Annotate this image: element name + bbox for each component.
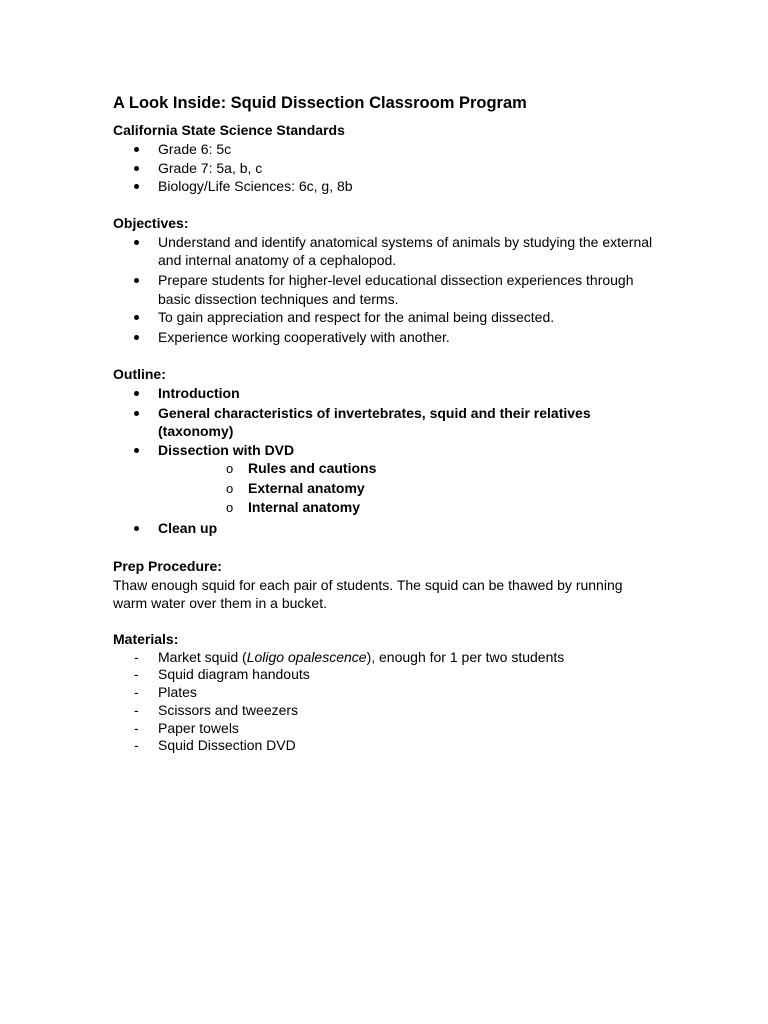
list-item-text: Experience working cooperatively with another. [158,329,450,345]
standards-list [113,140,653,196]
outline-section [113,365,653,538]
list-item-text: Prepare students for higher-level educational dissection experiences through basic dissection techniques and terms. [158,272,634,307]
bullet-icon [134,278,139,283]
list-item-text: Plates [158,684,197,701]
outline-list [113,384,653,538]
list-item [158,459,653,479]
bullet-icon [134,147,139,152]
list-item [113,702,653,720]
list-item-text: Paper towels [158,719,239,736]
dash-bullet-icon: - [134,719,139,736]
list-item-text: Clean up [158,520,218,536]
list-item-text: Grade 7: 5a, b, c [158,159,263,176]
list-item-text: General characteristics of invertebrates, squid and their relatives (taxonomy) [158,404,591,439]
bullet-icon [134,315,139,320]
circle-bullet-icon: o [226,500,234,515]
dash-bullet-icon: - [134,684,139,701]
dash-bullet-icon: - [134,648,139,665]
prep-heading: Prep Procedure: [113,557,222,574]
list-item [113,441,653,518]
bullet-icon [134,448,139,453]
list-item [113,233,653,270]
materials-section [113,630,653,756]
prep-text: Thaw enough squid for each pair of students. The squid can be thawed by running warm water over them in a bucket. [113,576,623,611]
prep-section [113,557,653,612]
list-item [158,479,653,499]
bullet-icon [134,335,139,340]
list-item [113,328,653,347]
list-item [113,384,653,403]
list-item [113,404,653,441]
list-item [113,519,653,538]
bullet-icon [134,184,139,189]
bullet-icon [134,391,139,396]
list-item-text: Squid Dissection DVD [158,737,296,754]
standards-section [113,121,653,196]
list-item-text: Internal anatomy [248,499,361,515]
list-item [113,159,653,178]
circle-bullet-icon: o [226,461,234,476]
list-item-text: Squid diagram handouts [158,666,310,683]
list-item [113,720,653,738]
list-item-text: ), enough for 1 per two students [366,648,565,665]
list-item-text: To gain appreciation and respect for the animal being dissected. [158,309,555,325]
list-item [113,737,653,755]
document-title: A Look Inside: Squid Dissection Classroom Program [113,94,527,112]
circle-bullet-icon: o [226,480,234,496]
list-item [113,666,653,684]
materials-heading: Materials: [113,630,179,647]
list-item [158,498,653,518]
list-item [113,140,653,159]
list-item-text: Market squid ( [158,648,247,665]
list-item [113,684,653,702]
dash-bullet-icon: - [134,701,139,718]
bullet-icon [134,411,139,416]
objectives-list [113,233,653,347]
list-item-text: Dissection with DVD [158,441,295,458]
dash-bullet-icon: - [134,666,139,683]
list-item [113,177,653,196]
list-item-text: Rules and cautions [248,460,377,476]
list-item [113,271,653,308]
list-item [113,308,653,327]
document-page [113,92,653,755]
list-item-text: Understand and identify anatomical systems of animals by studying the external and internal anatomy of a cephalopod. [158,233,653,268]
list-item [113,649,653,667]
species-name: Loligo opalescence [246,648,367,665]
list-item-text: Grade 6: 5c [158,141,232,157]
list-item-text: Scissors and tweezers [158,701,299,718]
list-item-text: Biology/Life Sciences: 6c, g, 8b [158,178,353,194]
dash-bullet-icon: - [134,737,139,754]
bullet-icon [134,240,139,245]
materials-list [113,649,653,756]
outline-sublist [158,459,653,518]
list-item-text: External anatomy [248,479,365,496]
objectives-section [113,214,653,347]
bullet-icon [134,166,139,171]
bullet-icon [134,526,139,531]
standards-heading: California State Science Standards [113,122,345,138]
list-item-text: Introduction [158,384,240,401]
outline-heading: Outline: [113,365,166,382]
objectives-heading: Objectives: [113,214,189,231]
